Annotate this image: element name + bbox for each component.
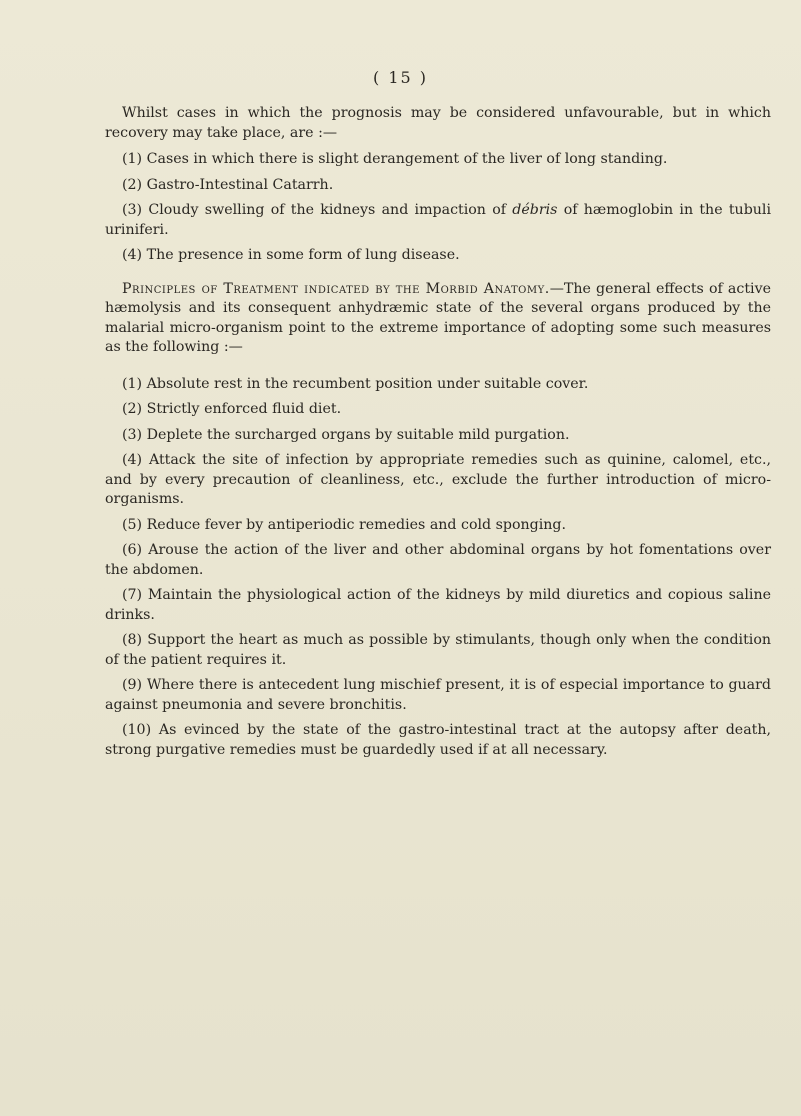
list-item [105,375,771,395]
item-text: Attack the site of infection by appropriate remedies such as quinine, calomel, etc., and by every precaution of cleanliness, etc., exclude the further introduction of micro-organisms. [105,452,771,507]
favourable-cases-list [105,150,771,266]
list-item [105,516,771,536]
list-item [105,201,771,240]
list-item [105,150,771,170]
item-number: (3) [122,202,143,218]
item-number: (5) [122,516,143,533]
item-number: (4) [122,452,143,468]
principles-text: —The general effects of active hæmolysis and its consequent anhydræmic state of the several organs produced by the malarial micro-organism point to the extreme importance of adopting some such measures as the following :— [105,280,771,355]
list-item [105,631,771,670]
item-number: (2) [122,401,143,417]
item-text: The presence in some form of lung disease. [146,247,460,263]
list-item [105,721,771,760]
list-item [105,676,771,715]
item-text: Gastro-Intestinal Catarrh. [146,176,334,193]
item-text: Deplete the surcharged organs by suitable mild purgation. [146,426,570,443]
list-item [105,426,771,446]
principles-paragraph [105,280,771,358]
list-item [105,586,771,625]
item-text: Absolute rest in the recumbent position under suitable cover. [146,375,589,392]
item-text: of hæmoglobin in the tubuli uriniferi. [105,202,771,238]
page-number: ( 15 ) [372,68,428,87]
item-text: Strictly enforced fluid diet. [146,401,342,417]
list-item [105,246,771,266]
item-number: (4) [122,247,143,263]
item-number: (2) [122,176,143,193]
list-item [105,451,771,510]
list-item [105,176,771,196]
measures-list [105,375,771,761]
item-text: As evinced by the state of the gastro-intestinal tract at the autopsy after death, strong purgative remedies must be guardedly used if at all necessary. [105,722,771,758]
item-number: (6) [122,542,143,558]
item-number: (7) [122,587,143,603]
item-text: Maintain the physiological action of the kidneys by mild diuretics and copious saline drinks. [105,587,771,623]
item-text: Cloudy swelling of the kidneys and impaction of [148,202,513,218]
body-text [105,104,771,760]
item-text: Cases in which there is slight derangement of the liver of long standing. [146,151,668,167]
intro-paragraph: Whilst cases in which the prognosis may be considered unfavourable, but in which recovery may take place, are :— [105,105,771,141]
list-item [105,541,771,580]
item-text: Where there is antecedent lung mischief present, it is of especial importance to guard against pneumonia and severe bronchitis. [105,677,771,713]
item-number: (8) [122,632,143,648]
item-text: Arouse the action of the liver and other abdominal organs by hot fomentations over the abdomen. [105,542,771,578]
item-number: (1) [122,375,143,392]
item-number: (1) [122,151,143,167]
item-text: Support the heart as much as possible by stimulants, though only when the condition of the patient requires it. [105,632,771,668]
section-heading: Principles of Treatment indicated by the Morbid Anatomy. [122,280,550,297]
list-item [105,400,771,420]
item-number: (9) [122,677,143,693]
italic-term: débris [512,202,558,218]
item-number: (10) [122,722,152,738]
item-number: (3) [122,426,143,443]
item-text: Reduce fever by antiperiodic remedies and cold sponging. [146,516,567,533]
